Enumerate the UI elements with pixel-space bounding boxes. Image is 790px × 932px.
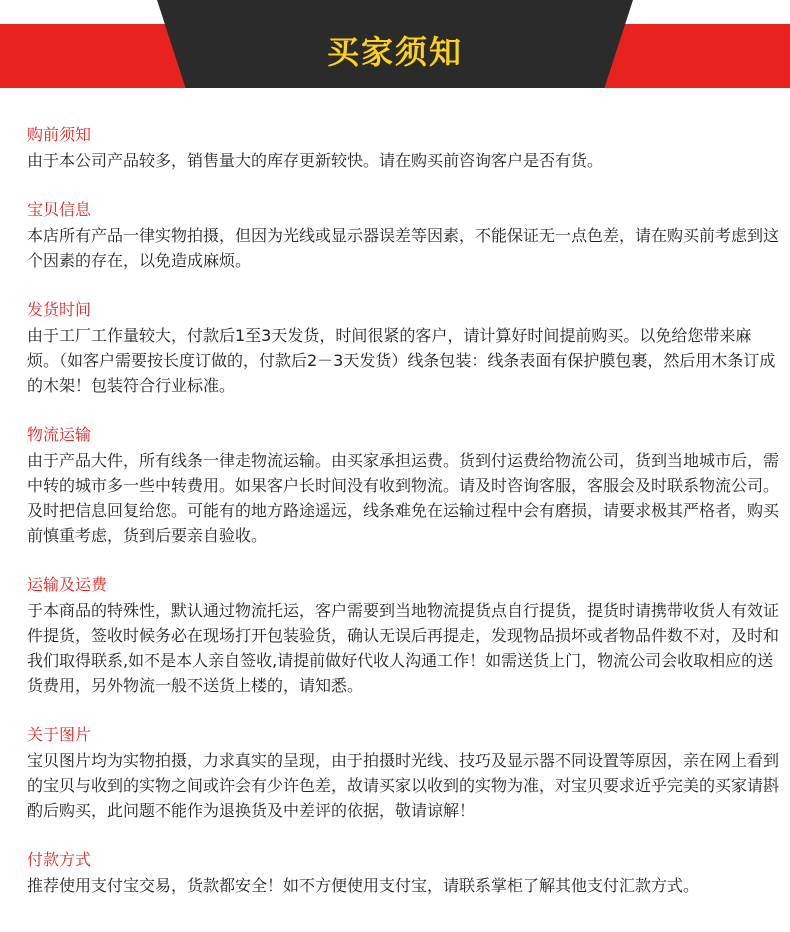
section-payment xyxy=(27,849,779,898)
section-about-images xyxy=(27,724,779,823)
section-heading: 宝贝信息 xyxy=(27,200,92,219)
section-body: 由于本公司产品较多，销售量大的库存更新较快。请在购买前咨询客户是否有货。 xyxy=(27,151,604,170)
section-body: 推荐使用支付宝交易，货款都安全！如不方便使用支付宝，请联系掌柜了解其他支付汇款方式。 xyxy=(27,876,700,895)
section-body: 由于工厂工作量较大，付款后1至3天发货，时间很紧的客户，请计算好时间提前购买。以免给您带来麻烦。（如客户需要按长度订做的，付款后2－3天发货）线条包装：线条表面有保护膜包裹，然后用木条订成的木架！包装符合行业标准。 xyxy=(27,326,776,395)
section-logistics xyxy=(27,424,779,548)
section-shipping-time xyxy=(27,299,779,398)
section-heading: 购前须知 xyxy=(27,125,92,144)
section-heading: 运输及运费 xyxy=(27,575,108,594)
notice-content xyxy=(27,124,779,924)
section-heading: 付款方式 xyxy=(27,850,92,869)
section-body: 于本商品的特殊性，默认通过物流托运，客户需要到当地物流提货点自行提货，提货时请携带收货人有效证件提货，签收时候务必在现场打开包装验货，确认无误后再提走，发现物品损坏或者物品件数不对，及时和我们取得联系,如不是本人亲自签收,请提前做好代收人沟通工作！如需送货上门，物流公司会收取相应的送货费用，另外物流一般不送货上楼的，请知悉。 xyxy=(27,601,780,695)
section-body: 由于产品大件，所有线条一律走物流运输。由买家承担运费。货到付运费给物流公司，货到当地城市后，需中转的城市多一些中转费用。如果客户长时间没有收到物流。请及时咨询客服，客服会及时联系物流公司。及时把信息回复给您。可能有的地方路途遥远，线条难免在运输过程中会有磨损，请要求极其严格者，购买前慎重考虑，货到后要亲自验收。 xyxy=(27,451,780,545)
section-heading: 发货时间 xyxy=(27,300,92,319)
section-body: 宝贝图片均为实物拍摄，力求真实的呈现，由于拍摄时光线、技巧及显示器不同设置等原因，亲在网上看到的宝贝与收到的实物之间或许会有少许色差，故请买家以收到的实物为准，对宝贝要求近乎完美的买家请斟酌后购买，此问题不能作为退换货及中差评的依据，敬请谅解！ xyxy=(27,751,780,820)
section-heading: 物流运输 xyxy=(27,425,92,444)
section-pre-purchase xyxy=(27,124,779,173)
section-product-info xyxy=(27,199,779,273)
page-title: 买家须知 xyxy=(326,33,463,71)
header-banner xyxy=(0,0,790,88)
section-transport-fees xyxy=(27,574,779,698)
section-body: 本店所有产品一律实物拍摄，但因为光线或显示器误差等因素，不能保证无一点色差，请在购买前考虑到这个因素的存在，以免造成麻烦。 xyxy=(27,226,780,270)
section-heading: 关于图片 xyxy=(27,725,92,744)
